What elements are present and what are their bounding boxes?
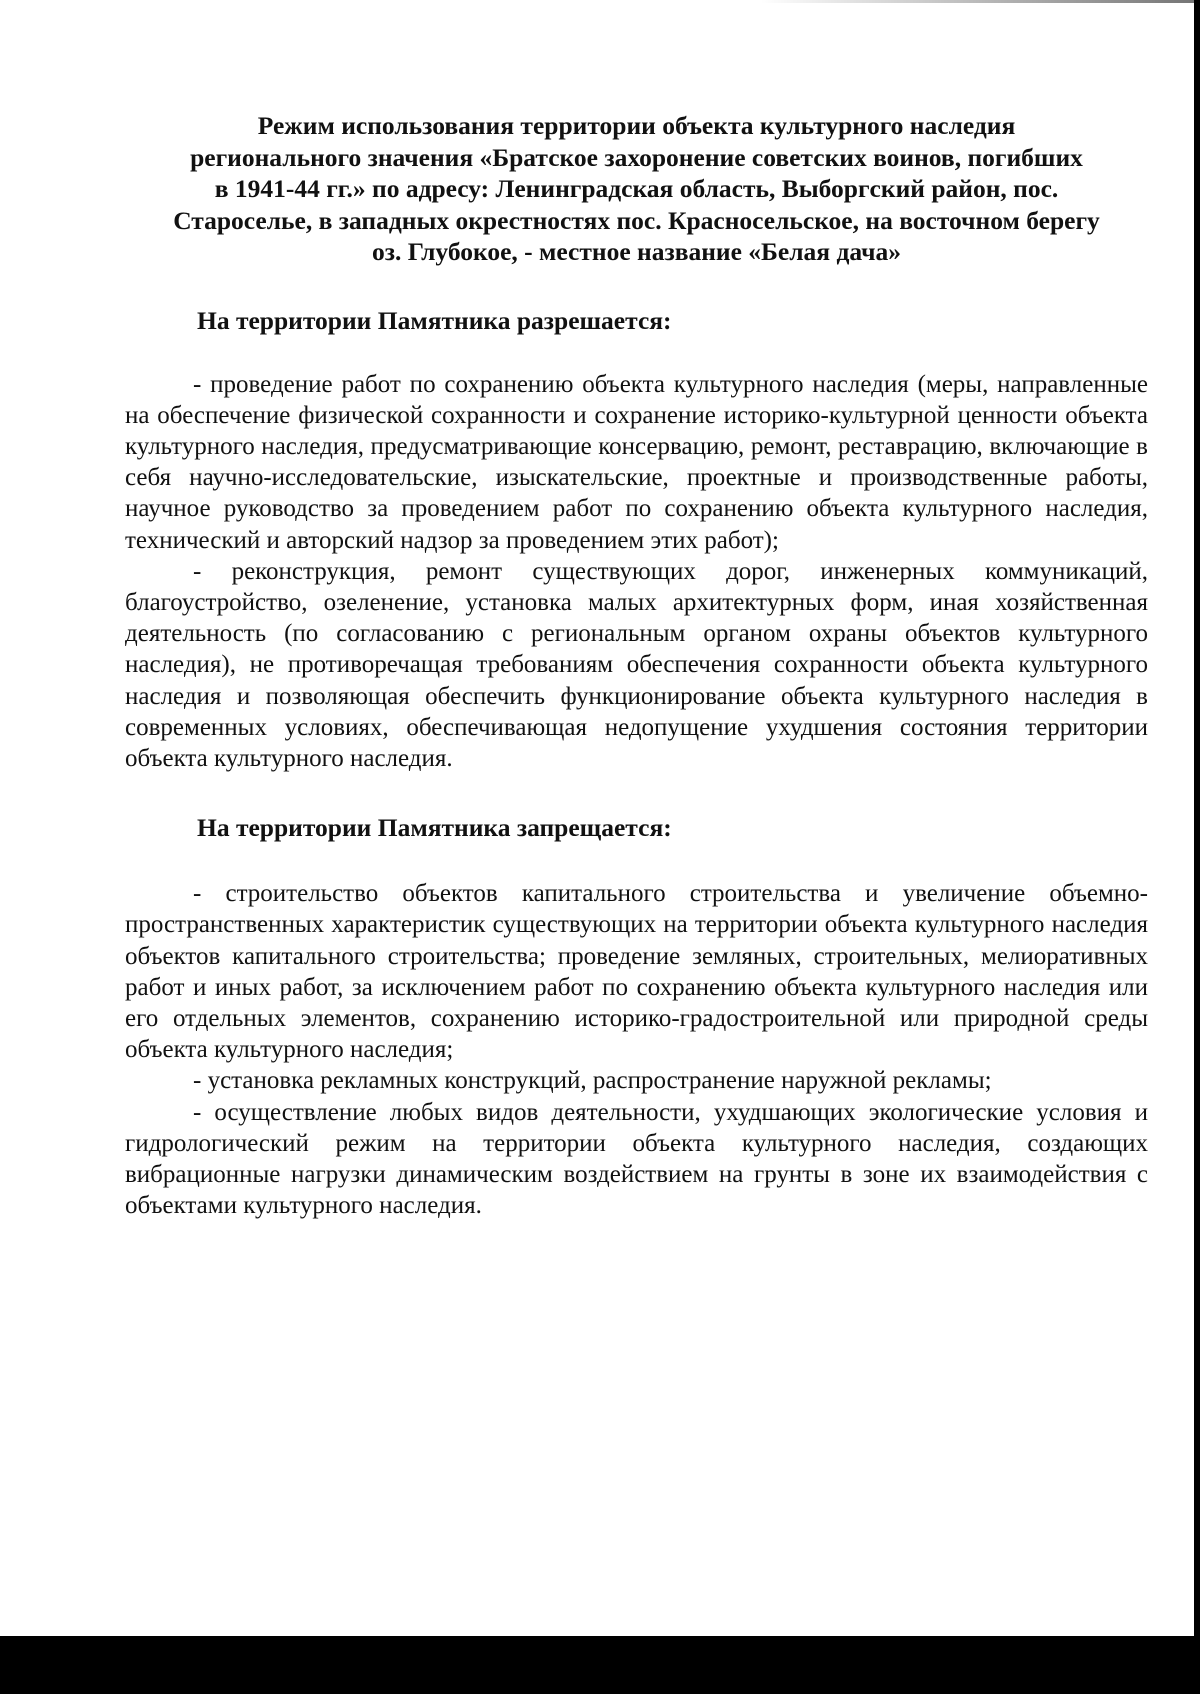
title-line-4: Староселье, в западных окрестностях пос. Красносельское, на восточном берегу <box>173 205 1100 235</box>
scan-edge-right <box>1194 0 1200 1694</box>
title-line-1: Режим использования территории объекта культурного наследия <box>257 111 1016 140</box>
forbidden-item: - осуществление любых видов деятельности, ухудшающих экологические условия и гидрологический режим на территории объекта культурного наследия, создающих вибрационные нагрузки динамическим воздействием на грунты в зоне их взаимодействия с объектами культурного наследия. <box>125 1098 1148 1220</box>
forbidden-section <box>125 812 1148 1221</box>
forbidden-item: - строительство объектов капитального строительства и увеличение объемно-пространственных характеристик существующих на территории объекта культурного наследия объектов капитального строительства; проведение земляных, строительных, мелиоративных работ и иных работ, за исключением работ по сохранению объекта культурного наследия или его отдельных элементов, сохранению историко-градостроительной или природной среды объекта культурного наследия; <box>125 880 1148 1064</box>
allowed-item: - реконструкция, ремонт существующих дорог, инженерных коммуникаций, благоустройство, озеленение, установка малых архитектурных форм, иная хозяйственная деятельность (по согласованию с региональным органом охраны объектов культурного наследия), не противоречащая требованиям обеспечения сохранности объекта культурного наследия и позволяющая обеспечить функционирование объекта культурного наследия в современных условиях, обеспечивающая недопущение ухудшения состояния территории объекта культурного наследия. <box>125 557 1148 772</box>
allowed-item: - проведение работ по сохранению объекта культурного наследия (меры, направленные на обеспечение физической сохранности и сохранение историко-культурной ценности объекта культурного наследия, предусматривающие консервацию, ремонт, реставрацию, включающие в себя научно-исследовательские, изыскательские, проектные и производственные работы, научное руководство за проведением работ по сохранению объекта культурного наследия, технический и авторский надзор за проведением этих работ); <box>125 370 1148 554</box>
document-page <box>125 110 1148 1221</box>
title-line-5: оз. Глубокое, - местное название «Белая дача» <box>372 237 901 266</box>
title-line-2: регионального значения «Братское захоронение советских воинов, погибших <box>190 142 1083 172</box>
allowed-section <box>125 305 1148 775</box>
forbidden-heading: На территории Памятника запрещается: <box>197 813 672 843</box>
scan-edge-bottom <box>0 1636 1200 1694</box>
allowed-heading: На территории Памятника разрешается: <box>197 305 672 335</box>
scan-edge-top <box>760 0 1200 3</box>
forbidden-item: - установка рекламных конструкций, распространение наружной рекламы; <box>193 1067 992 1095</box>
forbidden-list <box>125 878 1148 1221</box>
document-title <box>125 110 1148 268</box>
allowed-list <box>125 369 1148 775</box>
title-line-3: в 1941-44 гг.» по адресу: Ленинградская область, Выборгский район, пос. <box>214 174 1059 203</box>
